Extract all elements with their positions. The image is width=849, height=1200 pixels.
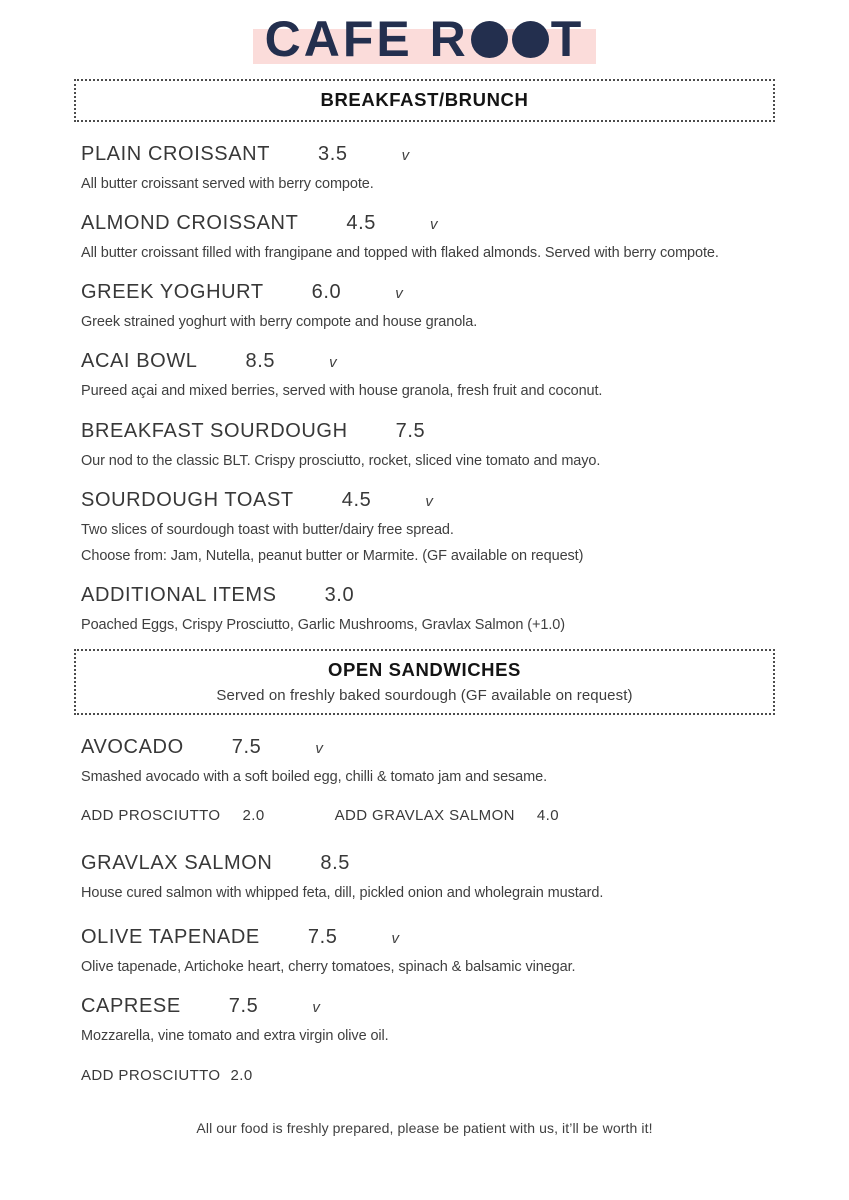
item-price: 3.0 [324,583,355,606]
addon-gravlax-salmon [335,807,559,824]
vegetarian-marker: v [425,492,434,510]
logo-header [0,0,849,67]
vegetarian-marker: v [395,285,404,303]
item-price: 6.0 [311,281,342,304]
item-description: Smashed avocado with a soft boiled egg, chilli & tomato jam and sesame. [81,769,548,785]
menu-item-almond-croissant [81,212,781,262]
addon-prosciutto [81,807,265,824]
menu-item-breakfast-sourdough [81,420,781,470]
addon-label: ADD GRAVLAX SALMON [334,807,515,825]
section-subtitle: Served on freshly baked sourdough (GF available on request) [216,687,633,704]
logo-o-circle-icon [471,21,508,58]
logo-text-left: CAFE R [264,11,469,67]
item-name: ADDITIONAL ITEMS [81,583,277,606]
addon-label: ADD PROSCIUTTO [81,1066,221,1084]
vegetarian-marker: v [391,930,400,948]
item-price: 4.5 [346,212,377,235]
item-description: Greek strained yoghurt with berry compote and house granola. [81,314,478,331]
addon-prosciutto [81,1067,253,1084]
item-description: Pureed açai and mixed berries, served with house granola, fresh fruit and coconut. [81,383,603,400]
section-title: BREAKFAST/BRUNCH [320,89,529,110]
vegetarian-marker: v [315,740,324,757]
menu-item-olive-tapenade [81,926,781,976]
item-name: GREEK YOGHURT [81,281,264,304]
item-price: 7.5 [395,419,426,442]
section-header-breakfast-brunch [74,79,775,122]
item-description: Poached Eggs, Crispy Prosciutto, Garlic Mushrooms, Gravlax Salmon (+1.0) [81,616,565,633]
open-sandwiches-items [81,736,781,1084]
vegetarian-marker: v [312,999,321,1017]
menu-item-greek-yoghurt [81,281,781,331]
menu-item-gravlax-salmon [81,852,781,902]
item-name: SOURDOUGH TOAST [81,488,294,511]
addon-price: 4.0 [536,807,559,825]
logo-o-circle-icon [512,21,549,58]
item-name: BREAKFAST SOURDOUGH [81,419,348,442]
item-name: CAPRESE [81,995,181,1018]
menu-item-plain-croissant [81,143,781,193]
breakfast-brunch-items [81,143,781,634]
item-description: All butter croissant served with berry compote. [81,176,374,192]
item-description: House cured salmon with whipped feta, dill, pickled onion and wholegrain mustard. [81,885,604,902]
vegetarian-marker: v [430,216,439,234]
addon-price: 2.0 [242,807,265,825]
item-description: Our nod to the classic BLT. Crispy prosciutto, rocket, sliced vine tomato and mayo. [81,452,601,469]
item-description: All butter croissant filled with frangipane and topped with flaked almonds. Served with berry compote. [81,245,719,262]
item-price: 7.5 [231,736,262,758]
item-price: 3.5 [318,143,348,165]
item-name: GRAVLAX SALMON [81,852,273,875]
item-description: Mozzarella, vine tomato and extra virgin olive oil. [81,1028,389,1045]
vegetarian-marker: v [329,354,338,372]
addon-line [81,1067,781,1084]
item-price: 4.5 [341,488,372,511]
item-description: Olive tapenade, Artichoke heart, cherry tomatoes, spinach & balsamic vinegar. [81,959,576,976]
item-price: 8.5 [245,350,276,373]
item-name: PLAIN CROISSANT [81,143,271,165]
menu-item-acai-bowl [81,350,781,400]
item-description: Choose from: Jam, Nutella, peanut butter or Marmite. (GF available on request) [81,547,584,564]
logo-text-right: T [550,11,585,67]
item-name: ALMOND CROISSANT [81,212,299,235]
cafe-root-logo [261,12,589,67]
addon-line [81,807,781,824]
vegetarian-marker: v [401,147,410,164]
menu-item-caprese [81,995,781,1083]
item-price: 7.5 [228,995,259,1018]
menu-item-sourdough-toast [81,489,781,565]
logo-text [265,11,585,67]
item-description: Two slices of sourdough toast with butter/dairy free spread. [81,521,454,538]
item-name: ACAI BOWL [81,350,198,373]
menu-item-avocado [81,736,781,824]
item-price: 7.5 [307,926,338,949]
menu-item-additional-items [81,584,781,634]
addon-price: 2.0 [230,1066,253,1084]
addon-label: ADD PROSCIUTTO [81,807,221,825]
item-price: 8.5 [320,852,351,875]
footer-note: All our food is freshly prepared, please be patient with us, it’ll be worth it! [196,1119,653,1136]
section-title: OPEN SANDWICHES [328,659,521,680]
section-header-open-sandwiches [74,649,775,715]
item-name: OLIVE TAPENADE [81,926,260,949]
item-name: AVOCADO [81,736,184,758]
